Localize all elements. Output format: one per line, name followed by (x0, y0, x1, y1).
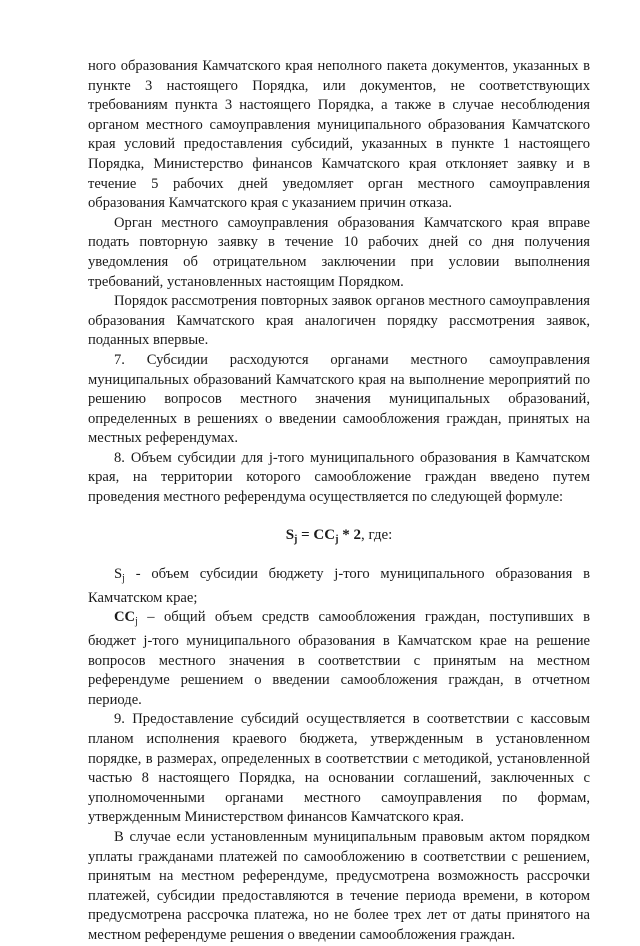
formula-s-sub: j (294, 533, 298, 545)
formula-rest: * 2 (338, 526, 361, 543)
var-cc-sub: j (135, 616, 138, 628)
paragraph-rejection: ного образования Камчатского края неполного пакета документов, указанных в пункте 3 настоящего Порядка, или документов, не соответствующих требованиям пункта 3 настоящего Порядка, а также в случае несоблюдения органом местного самоуправления муниципального образования Камчатского края условий предоставления субсидий, указанных в пункте 1 настоящего Порядка, Министерство финансов Камчатского края отклоняет заявку и в течение 5 рабочих дней уведомляет орган местного самоуправления образования Камчатского края с указанием причин отказа. (88, 58, 590, 212)
paragraph-item-7: 7. Субсидии расходуются органами местного самоуправления муниципальных образований Камчатского края на выполнение мероприятий по решению вопросов местного значения муниципальных образований, определенных в решениях о введении самообложения граждан, принятых на местных референдумах. (88, 351, 590, 447)
paragraph-item-8: 8. Объем субсидии для j-того муниципального образования в Камчатском края, на территории которого самообложение граждан введено путем проведения местного референдума осуществляется по следующей формуле: (88, 449, 590, 506)
var-s-sub: j (122, 573, 125, 585)
paragraph-item-9: 9. Предоставление субсидий осуществляется в соответствии с кассовым планом исполнения краевого бюджета, утвержденным в установленном порядке, в размерах, определенных в соответствии с методикой, установленной частью 8 настоящего Порядка, на основании соглашений, заключенных с уполномоченными органами местного самоуправления по формам, утвержденным Министерством финансов Камчатского края. (88, 711, 590, 826)
formula-eq: = CC (297, 526, 336, 543)
paragraph-review-order: Порядок рассмотрения повторных заявок органов местного самоуправления образования Камчатского края аналогичен порядку рассмотрения заявок, поданных впервые. (88, 293, 590, 349)
formula-s: S (285, 526, 295, 543)
var-s-desc: - объем субсидии бюджету j-того муниципального образования в Камчатском крае; (88, 566, 590, 606)
subsidy-formula (88, 526, 590, 550)
var-cc: CC (114, 609, 136, 626)
paragraph-var-s (88, 565, 590, 608)
paragraph-resubmission: Орган местного самоуправления образования Камчатского края вправе подать повторную заявку в течение 10 рабочих дней со дня получения уведомления об отрицательном заключении при условии выполнения требований, установленных настоящим Порядком. (88, 214, 590, 290)
var-s: S (114, 566, 123, 583)
var-cc-desc: – общий объем средств самообложения граждан, поступивших в бюджет j-того муниципального образования в Камчатском крае на решение вопросов местного значения в соответствии с принятым на местном референдуме решением о введении самообложения граждан, в отчетном периоде. (88, 609, 590, 708)
formula-tail: , где: (360, 526, 393, 543)
paragraph-var-cc (88, 608, 590, 710)
document-page (88, 57, 590, 946)
formula-cc-sub: j (335, 533, 339, 545)
paragraph-installments: В случае если установленным муниципальным правовым актом порядком уплаты гражданами платежей по самообложению в соответствии с решением, принятым на местном референдуме, предусмотрена возможность рассрочки платежей, субсидии предоставляются в течение периода времени, в котором предусмотрена рассрочка платежа, но не более трех лет от даты принятого на местном референдуме решения о введении самообложения граждан. (88, 828, 590, 943)
